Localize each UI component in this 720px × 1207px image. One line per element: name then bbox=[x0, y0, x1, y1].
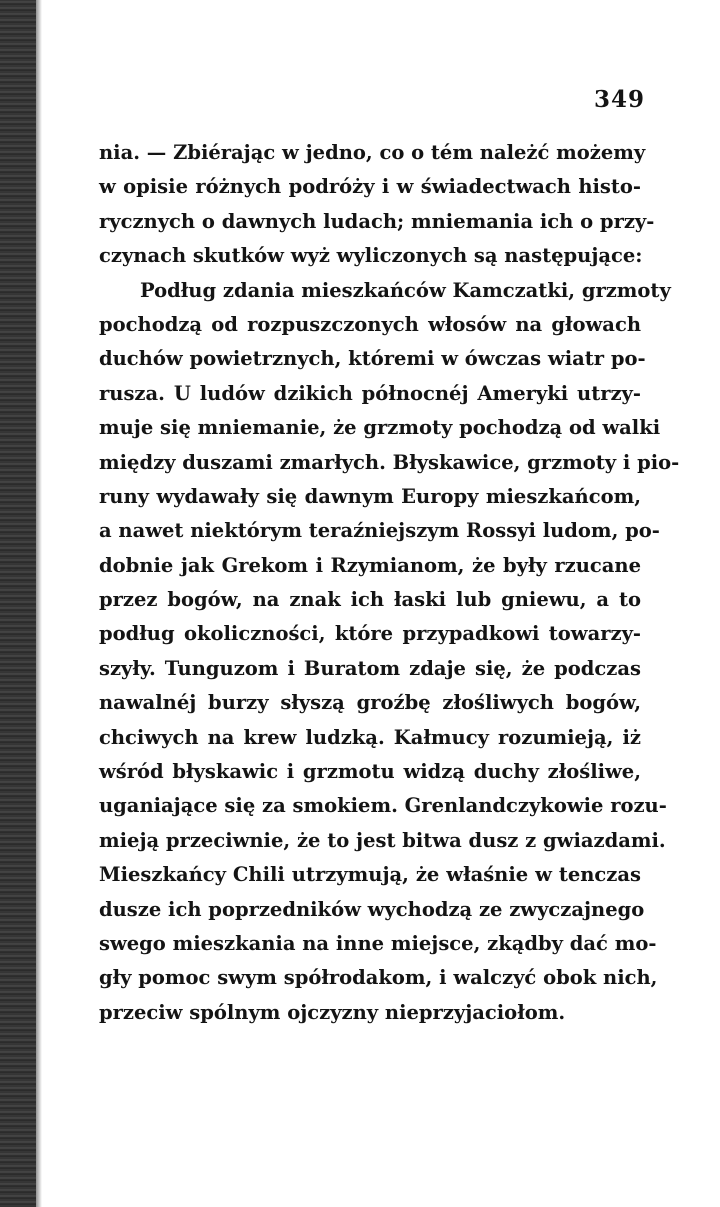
text-line: przez bogów, na znak ich łaski lub gniewu, a to bbox=[99, 588, 641, 612]
text-line: uganiające się za smokiem. Grenlandczykowie rozu- bbox=[99, 794, 667, 818]
text-line: między duszami zmarłych. Błyskawice, grzmoty i pio- bbox=[99, 450, 680, 474]
body-text bbox=[99, 136, 680, 1030]
text-line: Podług zdania mieszkańców Kamczatki, grzmoty bbox=[140, 278, 671, 302]
text-line: gły pomoc swym spółrodakom, i walczyć obok nich, bbox=[99, 966, 658, 990]
text-line: dobnie jak Grekom i Rzymianom, że były rzucane bbox=[99, 553, 641, 577]
text-line: Mieszkańcy Chili utrzymują, że właśnie w tenczas bbox=[99, 863, 641, 887]
text-line: a nawet niektórym teraźniejszym Rossyi ludom, po- bbox=[99, 519, 660, 543]
text-line: pochodzą od rozpuszczonych włosów na głowach bbox=[99, 312, 641, 336]
text-line: czynach skutków wyż wyliczonych są następujące: bbox=[99, 244, 643, 268]
text-line: wśród błyskawic i grzmotu widzą duchy złośliwe, bbox=[99, 760, 641, 784]
text-line: runy wydawały się dawnym Europy mieszkańcom, bbox=[99, 484, 641, 508]
text-line: nia. — Zbiérając w jedno, co o tém należć możemy bbox=[99, 141, 646, 164]
text-line: chciwych na krew ludzką. Kałmucy rozumieją, iż bbox=[99, 725, 641, 749]
paragraph-continuation bbox=[99, 136, 655, 274]
text-line: w opisie różnych podróży i w świadectwach histo- bbox=[99, 175, 641, 199]
page-number: 349 bbox=[594, 86, 646, 113]
text-line: nawalnéj burzy słyszą groźbę złośliwych bogów, bbox=[99, 691, 641, 715]
text-line: swego mieszkania na inne miejsce, zkądby dać mo- bbox=[99, 931, 657, 955]
text-line: muje się mniemanie, że grzmoty pochodzą od walki bbox=[99, 416, 661, 440]
text-line: szyły. Tunguzom i Buratom zdaje się, że podczas bbox=[99, 656, 641, 680]
text-line: dusze ich poprzedników wychodzą ze zwyczajnego bbox=[99, 897, 645, 921]
paragraph-beliefs bbox=[99, 274, 680, 1031]
text-line: duchów powietrznych, któremi w ówczas wiatr po- bbox=[99, 347, 646, 371]
text-line: rycznych o dawnych ludach; mniemania ich o przy- bbox=[99, 209, 655, 233]
text-line: podług okoliczności, które przypadkowi towarzy- bbox=[99, 622, 641, 646]
text-line: przeciw spólnym ojczyzny nieprzyjaciołom. bbox=[99, 1000, 566, 1024]
page-binding-edge bbox=[0, 0, 36, 1207]
text-line: mieją przeciwnie, że to jest bitwa dusz z gwiazdami. bbox=[99, 828, 666, 852]
text-line: rusza. U ludów dzikich północnéj Ameryki utrzy- bbox=[99, 381, 641, 405]
